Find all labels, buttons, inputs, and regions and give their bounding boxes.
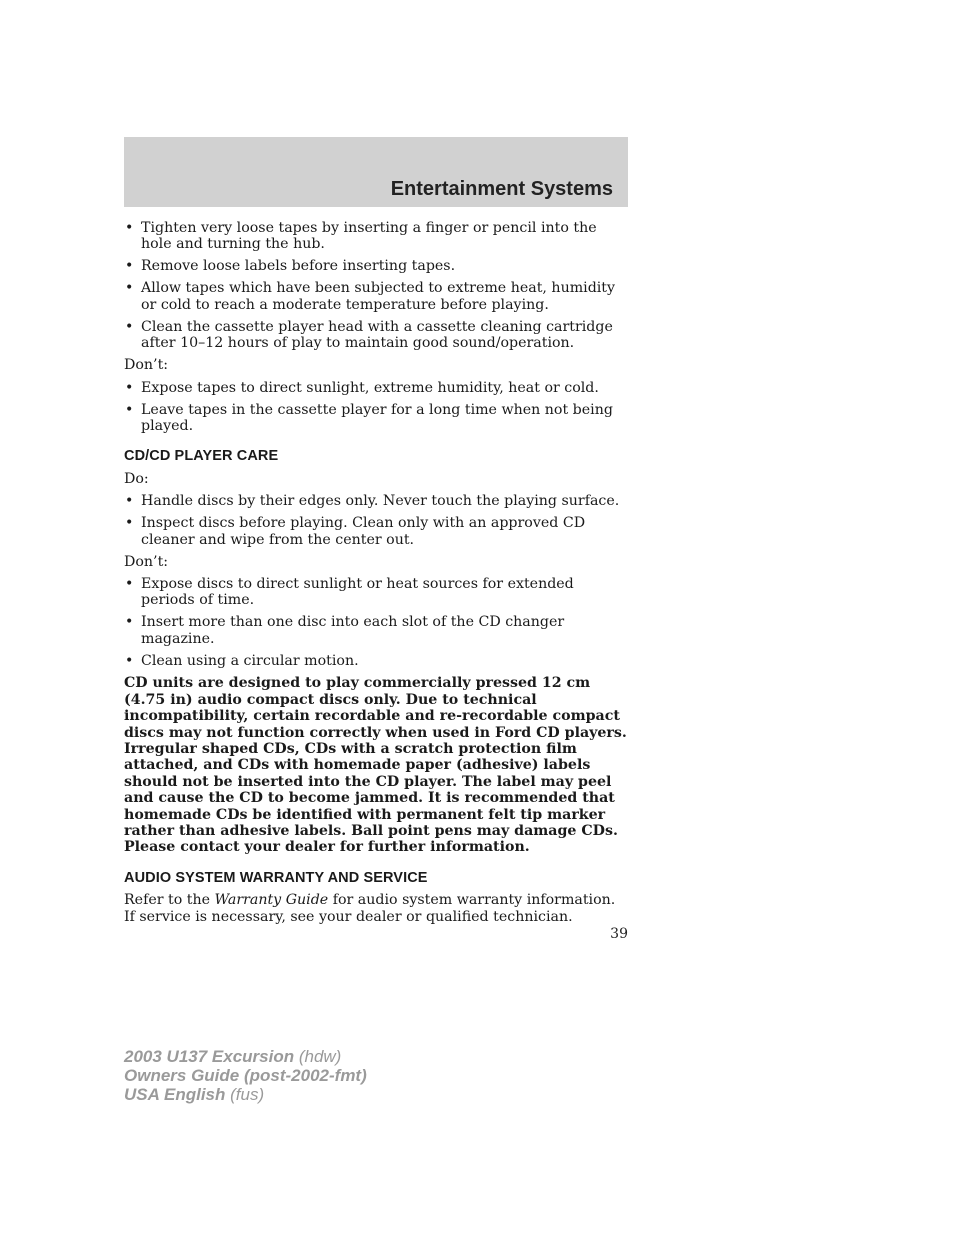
section-header-band (124, 137, 628, 207)
list-item: • Tighten very loose tapes by inserting a finger or pencil into the hole and turning the hub. (124, 220, 628, 253)
footer-line-1 (124, 1047, 367, 1066)
list-item: • Expose tapes to direct sunlight, extreme humidity, heat or cold. (124, 380, 628, 396)
cd-warning-paragraph: CD units are designed to play commercially pressed 12 cm (4.75 in) audio compact discs only. Due to technical incompatibility, certain recordable and re-recordable compact discs may not function correctly when used in Ford CD players. Irregular shaped CDs, CDs with a scratch protection film attached, and CDs with homemade paper (adhesive) labels should not be inserted into the CD player. The label may peel and cause the CD to become jammed. It is recommended that homemade CDs be identified with permanent felt tip marker rather than adhesive labels. Ball point pens may damage CDs. Please contact your dealer for further information. (124, 675, 627, 856)
footer-guide: Owners Guide (post-2002-fmt) (124, 1066, 367, 1085)
tape-dont-label: Don’t: (124, 357, 169, 374)
cd-do-list (124, 493, 628, 548)
footer-language-code: (fus) (225, 1085, 265, 1104)
list-item: • Insert more than one disc into each slot of the CD changer magazine. (124, 614, 628, 647)
tape-dont-list (124, 380, 628, 435)
warranty-text-before: Refer to the (124, 892, 215, 909)
cd-dont-label: Don’t: (124, 553, 169, 570)
cd-dont-list (124, 576, 628, 669)
cd-care-heading: CD/CD PLAYER CARE (124, 448, 279, 465)
footer-model-code: (hdw) (294, 1047, 342, 1066)
list-item: • Expose discs to direct sunlight or heat sources for extended periods of time. (124, 576, 628, 609)
warranty-paragraph (124, 892, 628, 925)
page-content (124, 220, 628, 931)
section-title: Entertainment Systems (390, 178, 613, 200)
list-item: • Clean the cassette player head with a cassette cleaning cartridge after 10–12 hours of play to maintain good sound/operation. (124, 319, 628, 352)
footer-line-2 (124, 1066, 367, 1085)
list-item: • Allow tapes which have been subjected to extreme heat, humidity or cold to reach a moderate temperature before playing. (124, 280, 628, 313)
list-item: • Clean using a circular motion. (124, 653, 628, 669)
footer-language: USA English (124, 1085, 226, 1104)
document-footer (124, 1047, 367, 1104)
footer-line-3 (124, 1085, 367, 1104)
warranty-text-after: for audio system warranty information. If service is necessary, see your dealer or qualified technician. (124, 892, 616, 925)
warranty-guide-title: Warranty Guide (214, 892, 329, 909)
list-item: • Handle discs by their edges only. Never touch the playing surface. (124, 493, 628, 509)
list-item: • Inspect discs before playing. Clean only with an approved CD cleaner and wipe from the center out. (124, 515, 628, 548)
list-item: • Leave tapes in the cassette player for a long time when not being played. (124, 402, 628, 435)
list-item: • Remove loose labels before inserting tapes. (124, 258, 628, 274)
footer-model: 2003 U137 Excursion (124, 1047, 295, 1066)
cd-do-label: Do: (124, 470, 149, 487)
warranty-heading: AUDIO SYSTEM WARRANTY AND SERVICE (124, 869, 428, 886)
page-number: 39 (610, 926, 628, 942)
tape-do-list (124, 220, 628, 352)
